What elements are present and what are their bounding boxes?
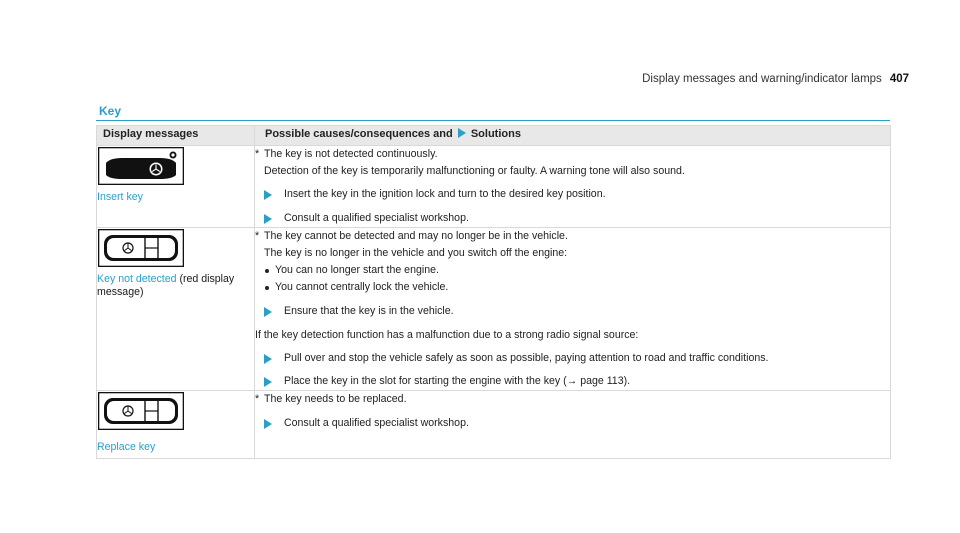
table-header-row <box>97 126 891 146</box>
col-header-display-messages: Display messages <box>97 126 255 146</box>
section-title: Key <box>99 104 122 118</box>
solution-arrow-icon <box>264 354 272 364</box>
display-message-cell <box>97 391 255 459</box>
display-message-insert-key: Insert key <box>97 191 143 203</box>
cause-line: * The key cannot be detected and may no longer be in the vehicle. <box>255 229 568 242</box>
display-message-key-not-detected <box>97 273 254 299</box>
solution-arrow-icon <box>458 128 466 138</box>
detail-text: If the key detection function has a malfunction due to a strong radio signal source: <box>255 328 639 341</box>
running-title: Display messages and warning/indicator lamps <box>642 73 882 85</box>
table-row <box>97 146 891 228</box>
solution-step: Place the key in the slot for starting the engine with the key (→ page 113). <box>255 373 890 390</box>
table-row <box>97 391 891 459</box>
message-suffix: (red display message) <box>97 272 235 298</box>
replace-key-icon <box>98 392 184 430</box>
display-message-cell <box>97 227 255 391</box>
running-head <box>642 73 909 85</box>
causes-cell <box>255 227 891 391</box>
solution-step: Consult a qualified specialist workshop. <box>255 210 890 227</box>
causes-cell <box>255 146 891 228</box>
table-row <box>97 227 891 391</box>
solution-step: Ensure that the key is in the vehicle. <box>255 303 890 320</box>
causes-cell <box>255 391 891 459</box>
col-header-causes-label: Possible causes/consequences and <box>265 128 453 140</box>
solution-arrow-icon <box>264 190 272 200</box>
col-header-causes <box>255 126 891 146</box>
display-message-cell <box>97 146 255 228</box>
col-header-solutions-label: Solutions <box>470 128 521 140</box>
message-label: Key not detected <box>97 272 177 285</box>
solution-arrow-icon <box>264 419 272 429</box>
bullet-item: You can no longer start the engine. <box>255 262 890 279</box>
display-messages-table <box>96 125 891 459</box>
cause-text: The key cannot be detected and may no longer be in the vehicle. <box>264 229 568 242</box>
cause-line: * The key needs to be replaced. <box>255 393 407 406</box>
section-rule <box>96 120 890 121</box>
solution-arrow-icon <box>264 214 272 224</box>
display-message-replace-key: Replace key <box>97 441 156 454</box>
cause-text: The key needs to be replaced. <box>264 393 407 406</box>
solution-step: Insert the key in the ignition lock and turn to the desired key position. <box>255 186 890 203</box>
solution-step: Pull over and stop the vehicle safely as soon as possible, paying attention to road and traffic conditions. <box>255 350 890 367</box>
cause-text: The key is not detected continuously. <box>264 148 438 160</box>
solution-arrow-icon <box>264 377 272 387</box>
solution-step: Consult a qualified specialist workshop. <box>255 415 890 432</box>
key-not-detected-icon <box>98 229 184 267</box>
bullet-item: You cannot centrally lock the vehicle. <box>255 279 890 296</box>
page-number: 407 <box>889 73 909 85</box>
detail-text: The key is no longer in the vehicle and you switch off the engine: <box>264 247 568 260</box>
cause-line: * The key is not detected continuously. <box>255 148 438 160</box>
solution-arrow-icon <box>264 307 272 317</box>
key-fob-icon <box>98 147 184 185</box>
detail-text: Detection of the key is temporarily malfunctioning or faulty. A warning tone will also sound. <box>264 165 685 178</box>
